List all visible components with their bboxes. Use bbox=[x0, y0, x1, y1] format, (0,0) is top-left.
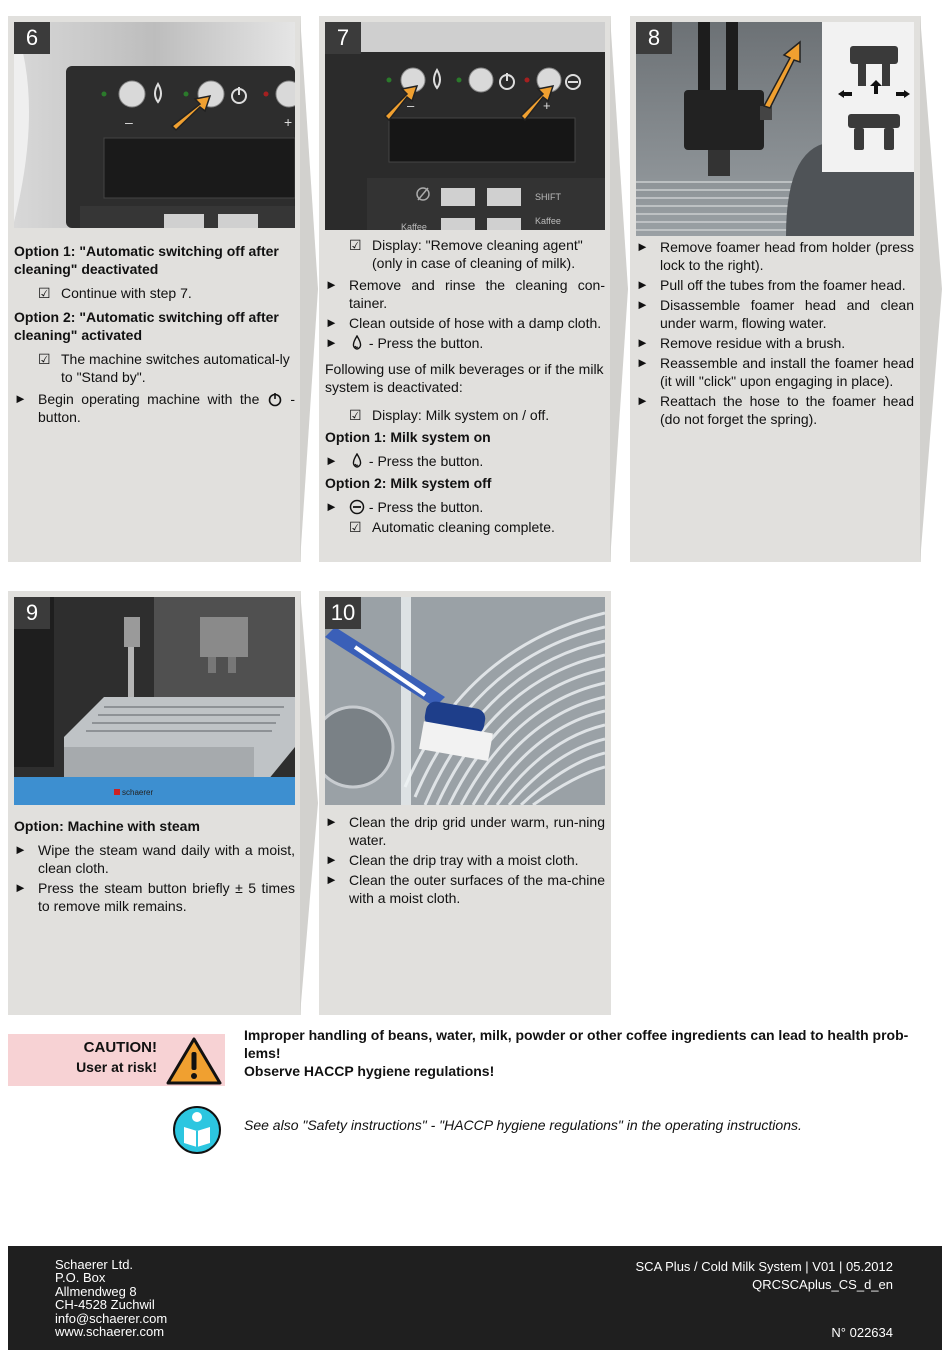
step-number: 7 bbox=[325, 22, 361, 54]
website: www.schaerer.com bbox=[55, 1324, 165, 1340]
minus-circle-icon bbox=[349, 499, 365, 515]
panel-minus-label: – bbox=[407, 98, 415, 113]
check-item: ☑ Automatic cleaning complete. bbox=[349, 519, 555, 535]
street: Allmendweg 8 bbox=[55, 1283, 137, 1299]
read-manual-icon bbox=[172, 1105, 222, 1155]
step-number: 10 bbox=[325, 597, 361, 629]
bullet-item: ► Disassemble foamer head and clean under warm, flowing water. bbox=[636, 297, 914, 331]
step-number: 8 bbox=[636, 22, 672, 54]
control-panel-illustration bbox=[325, 22, 605, 230]
step-card-9 bbox=[8, 591, 301, 1015]
bullet-item: ► - Press the button. bbox=[325, 335, 484, 351]
foamer-head-photo bbox=[636, 22, 914, 236]
milk-drop-icon bbox=[349, 453, 365, 469]
bullet-item: ► Remove and rinse the cleaning con-tainer. bbox=[325, 277, 605, 311]
steam-wand-photo bbox=[14, 597, 295, 805]
caution-line-1: Improper handling of beans, water, milk, powder or other coffee ingredients can lead to health prob-lems! bbox=[244, 1027, 909, 1061]
triangle-bullet-icon: ► bbox=[636, 239, 649, 254]
triangle-bullet-icon: ► bbox=[325, 814, 338, 829]
next-step-arrow bbox=[610, 16, 628, 562]
bullet-item: ► Reassemble and install the foamer head (it will "click" upon engaging in place). bbox=[636, 355, 914, 389]
panel-minus-label: – bbox=[125, 114, 133, 130]
triangle-bullet-icon: ► bbox=[636, 355, 649, 370]
bullet-item: ► - Press the button. bbox=[325, 453, 484, 469]
triangle-bullet-icon: ► bbox=[14, 391, 27, 406]
footer bbox=[8, 1246, 942, 1350]
company-address bbox=[55, 1258, 167, 1338]
checkbox-icon: ☑ bbox=[38, 351, 51, 367]
kaffee-label: Kaffee bbox=[401, 222, 427, 230]
triangle-bullet-icon: ► bbox=[325, 852, 338, 867]
brand-logo-icon bbox=[114, 789, 120, 795]
bullet-item: ► Clean outside of hose with a damp cloth. bbox=[325, 315, 602, 331]
checkbox-icon: ☑ bbox=[349, 407, 362, 423]
document-number: N° 022634 bbox=[831, 1325, 893, 1340]
caution-line-2: Observe HACCP hygiene regulations! bbox=[244, 1063, 495, 1079]
triangle-bullet-icon: ► bbox=[636, 297, 649, 312]
control-panel-photo bbox=[325, 22, 605, 230]
brand-label: schaerer bbox=[122, 788, 154, 797]
caution-box bbox=[8, 1034, 225, 1086]
triangle-bullet-icon: ► bbox=[325, 872, 338, 887]
bullet-item: ► Pull off the tubes from the foamer head. bbox=[636, 277, 906, 293]
bullet-item: ► Remove foamer head from holder (press lock to the right). bbox=[636, 239, 914, 273]
kaffee-label: Kaffee bbox=[535, 216, 561, 226]
step-card-6 bbox=[8, 16, 301, 562]
triangle-bullet-icon: ► bbox=[325, 315, 338, 330]
checkbox-icon: ☑ bbox=[349, 237, 362, 253]
detail-inset bbox=[822, 22, 914, 172]
caution-text bbox=[244, 1026, 944, 1080]
bullet-item: ► Clean the drip tray with a moist cloth. bbox=[325, 852, 579, 868]
warning-triangle-icon bbox=[166, 1036, 222, 1086]
email: info@schaerer.com bbox=[55, 1310, 168, 1326]
steam-wand-illustration bbox=[14, 597, 295, 805]
option-heading: Option 1: Milk system on bbox=[325, 429, 491, 445]
checkbox-icon: ☑ bbox=[38, 285, 51, 301]
triangle-bullet-icon: ► bbox=[636, 335, 649, 350]
triangle-bullet-icon: ► bbox=[325, 335, 338, 350]
bullet-item: ► Clean the outer surfaces of the ma-chine with a moist cloth. bbox=[325, 872, 605, 906]
bullet-item: ► Clean the drip grid under warm, run-ning water. bbox=[325, 814, 605, 848]
control-panel-illustration bbox=[14, 22, 295, 228]
drip-grid-illustration bbox=[325, 597, 605, 805]
bullet-item: ► Press the steam button briefly ± 5 times to remove milk remains. bbox=[14, 880, 295, 914]
document-info bbox=[636, 1258, 893, 1294]
document-title: SCA Plus / Cold Milk System | V01 | 05.2012 bbox=[635, 1259, 893, 1274]
document-code: QRCSCAplus_CS_d_en bbox=[752, 1277, 893, 1292]
triangle-bullet-icon: ► bbox=[636, 393, 649, 408]
option-heading: Option 2: "Automatic switching off after cleaning" activated bbox=[14, 309, 279, 343]
option-heading: Option 1: "Automatic switching off after cleaning" deactivated bbox=[14, 243, 279, 277]
triangle-bullet-icon: ► bbox=[636, 277, 649, 292]
bullet-item: ► Begin operating machine with the - button. bbox=[14, 391, 295, 425]
po-box: P.O. Box bbox=[55, 1270, 106, 1286]
milk-drop-icon bbox=[349, 335, 365, 351]
check-item: ☑ Continue with step 7. bbox=[38, 285, 192, 301]
check-item: ☑ Display: Milk system on / off. bbox=[349, 407, 550, 423]
drip-grid-photo bbox=[325, 597, 605, 805]
next-step-arrow bbox=[300, 16, 318, 562]
triangle-bullet-icon: ► bbox=[325, 453, 338, 468]
bullet-item: ► Remove residue with a brush. bbox=[636, 335, 846, 351]
panel-plus-label: + bbox=[284, 114, 293, 130]
panel-plus-label: + bbox=[543, 98, 551, 113]
power-icon bbox=[267, 391, 283, 407]
step-8-text bbox=[636, 238, 914, 430]
triangle-bullet-icon: ► bbox=[14, 880, 27, 895]
option-heading: Option: Machine with steam bbox=[14, 818, 200, 834]
next-step-arrow bbox=[300, 591, 318, 1015]
foamer-head-illustration bbox=[636, 22, 914, 236]
step-6-text bbox=[14, 242, 295, 428]
shift-label: SHIFT bbox=[535, 192, 561, 202]
step-card-10 bbox=[319, 591, 611, 1015]
bullet-item: ► Wipe the steam wand daily with a moist, clean cloth. bbox=[14, 842, 295, 876]
bullet-item: ► Reattach the hose to the foamer head (do not forget the spring). bbox=[636, 393, 914, 427]
option-heading: Option 2: Milk system off bbox=[325, 475, 492, 491]
bullet-item: ► - Press the button. bbox=[325, 499, 484, 515]
step-10-text bbox=[325, 813, 605, 909]
check-item: ☑ The machine switches automatical-ly to "Stand by". bbox=[38, 351, 290, 385]
next-step-arrow bbox=[920, 16, 942, 562]
triangle-bullet-icon: ► bbox=[325, 499, 338, 514]
triangle-bullet-icon: ► bbox=[14, 842, 27, 857]
caution-subtitle: User at risk! bbox=[76, 1059, 157, 1075]
check-item: ☑ Display: "Remove cleaning agent" (only in case of cleaning of milk). bbox=[349, 237, 583, 271]
caution-title: CAUTION! bbox=[83, 1039, 157, 1056]
see-also-note: See also "Safety instructions" - "HACCP hygiene regulations" in the operating instructions. bbox=[244, 1117, 802, 1133]
checkbox-icon: ☑ bbox=[349, 519, 362, 535]
step-9-text bbox=[14, 817, 295, 917]
step-card-8 bbox=[630, 16, 921, 562]
triangle-bullet-icon: ► bbox=[325, 277, 338, 292]
control-panel-photo bbox=[14, 22, 295, 228]
city: CH-4528 Zuchwil bbox=[55, 1297, 155, 1313]
step-card-7 bbox=[319, 16, 611, 562]
step-number: 9 bbox=[14, 597, 50, 629]
step-7-text bbox=[325, 236, 605, 540]
info-paragraph: Following use of milk beverages or if the milk system is deactivated: bbox=[325, 361, 604, 395]
step-number: 6 bbox=[14, 22, 50, 54]
company-name: Schaerer Ltd. bbox=[55, 1257, 134, 1272]
